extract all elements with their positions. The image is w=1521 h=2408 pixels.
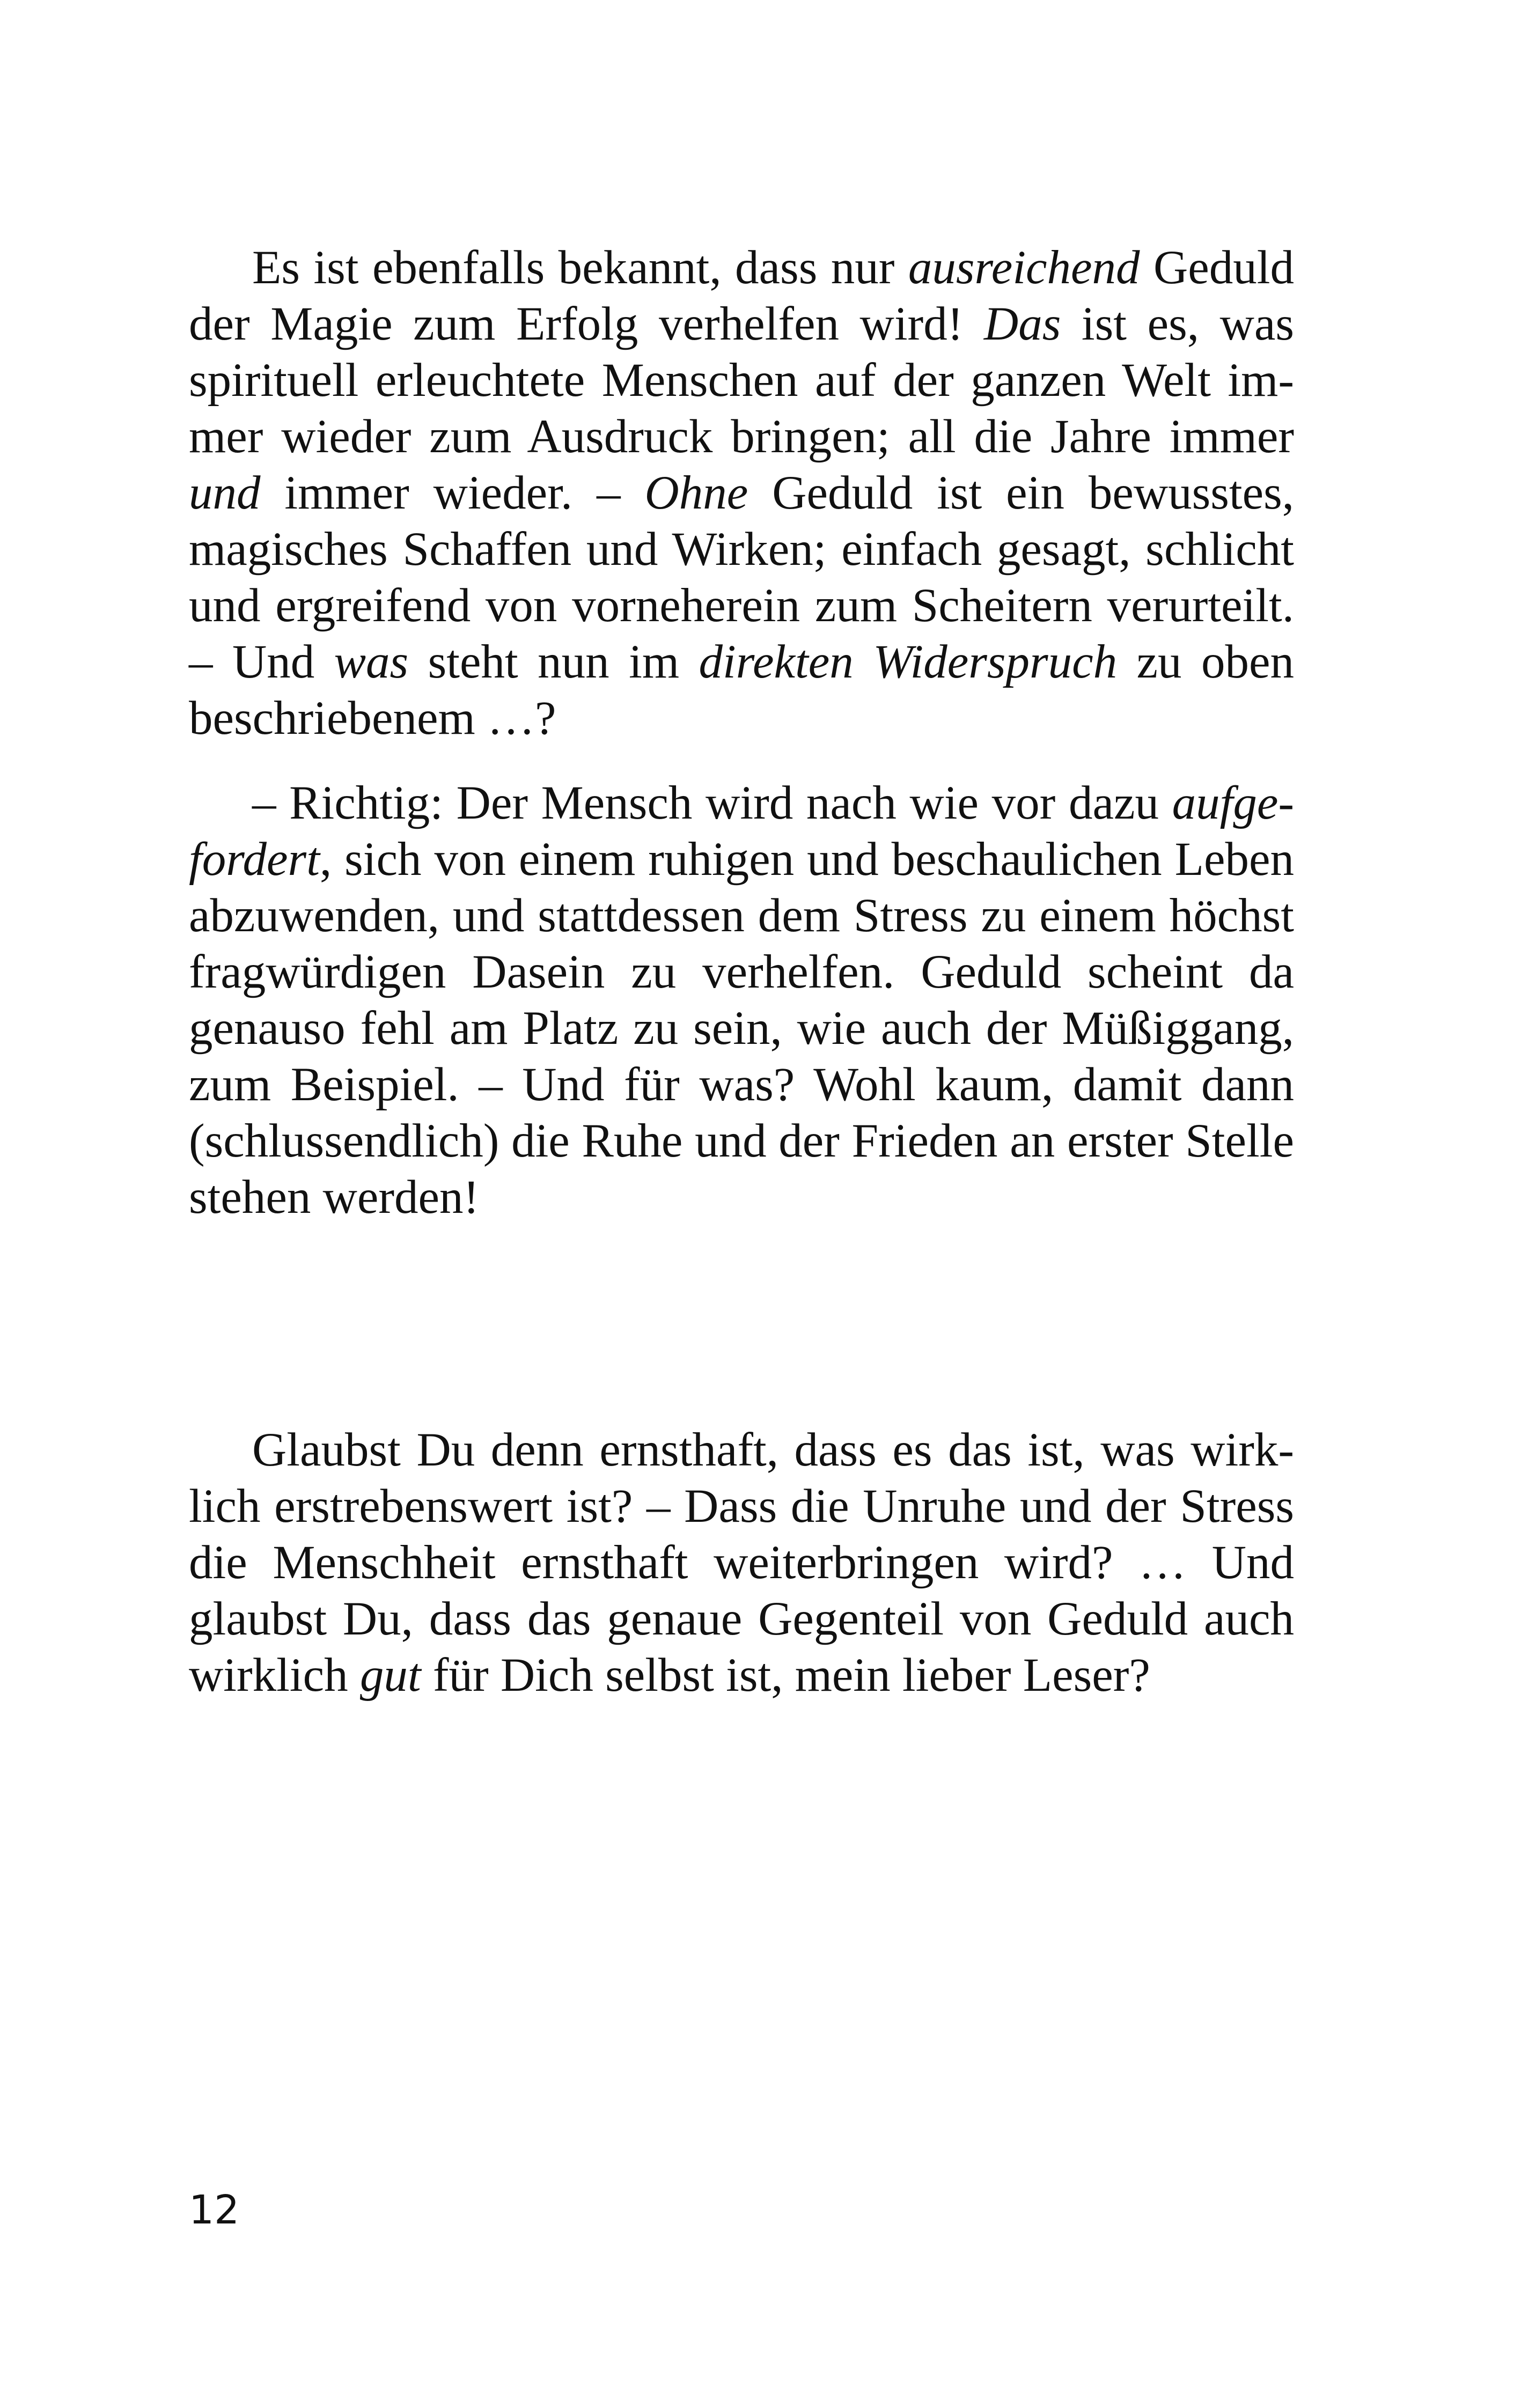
- page-number: 12: [189, 2187, 240, 2233]
- paragraph-line: [189, 1535, 1294, 1591]
- paragraph-line: [189, 1647, 1294, 1704]
- italic-run: und: [189, 467, 261, 519]
- text-run: spirituell erleuchtete Menschen auf der ganzen Welt im-: [189, 354, 1294, 407]
- italic-run: fordert: [189, 833, 320, 886]
- paragraph-line: [189, 1478, 1294, 1535]
- text-run: mer wieder zum Ausdruck bringen; all die Jahre immer: [189, 410, 1294, 463]
- italic-run: direkten Widerspruch: [699, 636, 1118, 688]
- paragraph-line: [189, 690, 1294, 747]
- text-run: stehen werden!: [189, 1171, 480, 1224]
- text-run: Glaubst Du denn ernsthaft, dass es das ist, was wirk-: [252, 1424, 1294, 1476]
- paragraph-line: [189, 1591, 1294, 1647]
- paragraph-line: [189, 1057, 1294, 1113]
- text-run: – Und: [189, 636, 334, 688]
- paragraph-line: [189, 1169, 1294, 1226]
- italic-run: was: [334, 636, 409, 688]
- paragraph-line: [189, 352, 1294, 409]
- italic-run: Das: [983, 298, 1061, 350]
- text-run: die Menschheit ernsthaft weiterbringen wird? … Und: [189, 1536, 1294, 1589]
- text-run: wirklich: [189, 1649, 360, 1702]
- italic-run: Ohne: [644, 467, 748, 519]
- paragraph-line: [189, 1000, 1294, 1057]
- paragraph-line: [189, 240, 1294, 296]
- italic-run: aufge-: [1172, 777, 1294, 829]
- text-run: abzuwenden, und stattdessen dem Stress zu einem höchst: [189, 889, 1294, 942]
- paragraph-line: [189, 296, 1294, 352]
- paragraph-2: [189, 775, 1294, 1226]
- text-run: beschriebenem …?: [189, 692, 556, 745]
- text-run: Geduld: [1140, 241, 1294, 294]
- paragraph-line: [189, 944, 1294, 1000]
- text-run: , sich von einem ruhigen und beschaulichen Leben: [319, 833, 1294, 886]
- text-run: Es ist ebenfalls bekannt, dass nur: [252, 241, 908, 294]
- text-run: der Magie zum Erfolg verhelfen wird!: [189, 298, 984, 350]
- paragraph-line: [189, 1113, 1294, 1169]
- paragraph-line: [189, 521, 1294, 578]
- text-run: zu oben: [1117, 636, 1294, 688]
- text-run: lich erstrebenswert ist? – Dass die Unruhe und der Stress: [189, 1480, 1294, 1533]
- text-run: immer wieder. –: [260, 467, 645, 519]
- paragraph-line: [189, 888, 1294, 944]
- paragraph-line: [189, 634, 1294, 690]
- text-run: Geduld ist ein bewusstes,: [748, 467, 1294, 519]
- text-run: steht nun im: [408, 636, 699, 688]
- text-run: ist es, was: [1061, 298, 1294, 350]
- paragraph-line: [189, 1422, 1294, 1478]
- paragraph-line: [189, 465, 1294, 521]
- italic-run: ausreichend: [908, 241, 1140, 294]
- text-run: genauso fehl am Platz zu sein, wie auch der Müßiggang,: [189, 1002, 1294, 1055]
- text-run: (schlussendlich) die Ruhe und der Frieden an erster Stelle: [189, 1115, 1294, 1167]
- paragraph-line: [189, 409, 1294, 465]
- italic-run: gut: [359, 1649, 421, 1702]
- paragraph-line: [189, 578, 1294, 634]
- text-run: glaubst Du, dass das genaue Gegenteil von Geduld auch: [189, 1593, 1294, 1645]
- paragraph-1: [189, 240, 1294, 747]
- paragraph-line: [189, 775, 1294, 831]
- text-run: – Richtig: Der Mensch wird nach wie vor dazu: [252, 777, 1172, 829]
- paragraph-line: [189, 831, 1294, 888]
- text-run: für Dich selbst ist, mein lieber Leser?: [421, 1649, 1150, 1702]
- text-run: fragwürdigen Dasein zu verhelfen. Geduld scheint da: [189, 946, 1294, 998]
- paragraph-3: [189, 1422, 1294, 1704]
- text-run: zum Beispiel. – Und für was? Wohl kaum, damit dann: [189, 1058, 1294, 1111]
- text-run: und ergreifend von vorneherein zum Scheitern verurteilt.: [189, 579, 1294, 632]
- text-run: magisches Schaffen und Wirken; einfach gesagt, schlicht: [189, 523, 1294, 576]
